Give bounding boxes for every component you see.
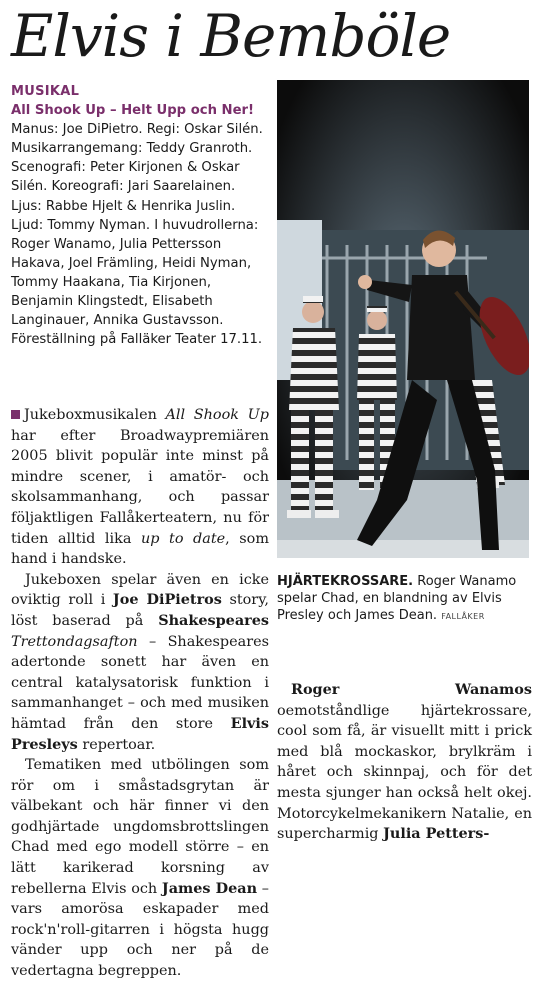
fact-box: [11, 82, 269, 349]
photo-caption: [277, 573, 532, 625]
credits-text: Manus: Joe DiPietro. Regi: Oskar Silén. Musikarrangemang: Teddy Granroth. Scenografi: Peter Kirjonen & Oskar Silén. Koreografi: Jari Saarelainen. Ljus: Rabbe Hjelt & Henrika Juslin. Ljud: Tommy Nyman. I huvudrollerna: Roger Wanamo, Julia Pettersson Hakava, Joel Främling, Heidi Nyman, Tommy Haakana, Tia Kirjonen, Benjamin Klingstedt, Elisabeth Langinauer, Annika Gustavsson.: [11, 122, 263, 329]
text-run: – Shakespeares adertonde sonett har även en central katalysatorisk funktion i sammanhanget – och med musiken hämtad från den store: [11, 633, 269, 732]
text-run: Jukeboxen spelar även en icke oviktig roll i: [11, 571, 269, 609]
performance-info: Föreställning på Falläker Teater 17.11.: [11, 332, 263, 348]
show-title: All Shook Up – Helt Upp och Ner!: [11, 103, 255, 119]
text-run-bold: Elvis Presleys: [11, 714, 269, 753]
paragraph-marker-icon: [11, 410, 20, 419]
photo-credit: FALLÅKER: [441, 612, 485, 621]
headline: Elvis i Bemböle: [11, 2, 451, 70]
text-run-italic: All Shook Up: [165, 407, 269, 423]
article-paragraph: [11, 570, 269, 755]
caption-head: HJÄRTEKROSSARE.: [277, 574, 414, 589]
text-run: Tematiken med utbölingen som rör om i småstadsgrytan är välbekant och här finner vi den godhjärtade ungdomsbrottslingen Chad med ego modell större – en lätt karikerad korsning av rebellerna Elvis och: [11, 757, 269, 897]
text-run: oemotståndlige hjärtekrossare, cool som få, är visuellt mitt i prick med blå mockaskor, brylkräm i håret och skinnpaj, och för det mesta sjunger han också helt okej. Motorcykelmekanikern Natalie, en supercharmig: [277, 702, 532, 843]
text-run: har efter Broadwaypremiären 2005 blivit populär inte minst på mindre scener, i amatör- och skolsammanhang, och passar följaktligen Fallåkerteatern, nu för tiden alltid lika: [11, 427, 269, 547]
text-run-bold: Julia Petters-: [383, 825, 490, 843]
article-paragraph: [11, 405, 269, 570]
text-run: story, löst baserad på: [11, 592, 269, 629]
text-run-italic: Trettondagsafton: [11, 633, 138, 650]
stage-photo-illustration: [277, 80, 529, 558]
text-run: repertoar.: [77, 736, 156, 753]
text-run: Jukeboxmusikalen: [24, 407, 166, 423]
text-run-bold: James Dean: [161, 879, 258, 897]
text-run-bold: Roger Wanamos: [291, 681, 532, 698]
article-paragraph: [277, 680, 532, 845]
text-run-italic: up to date: [140, 530, 226, 547]
article-column-1: [11, 405, 269, 982]
text-run-bold: Joe DiPietros: [112, 591, 222, 609]
text-run-bold: Shakespeares: [158, 611, 269, 629]
text-run: – vars amorösa eskapader med rock'n'roll-gitarren i högsta hugg vänder upp och ner på de vedertagna begreppen.: [11, 880, 269, 980]
stage-photo: [277, 80, 529, 558]
caption-text: Roger Wanamo spelar Chad, en blandning av Elvis Presley och James Dean.: [277, 574, 517, 623]
section-kicker: MUSIKAL: [11, 84, 80, 99]
article-column-2: [277, 680, 532, 845]
article-paragraph: [11, 755, 269, 982]
text-run: , som hand i handske.: [11, 530, 269, 568]
